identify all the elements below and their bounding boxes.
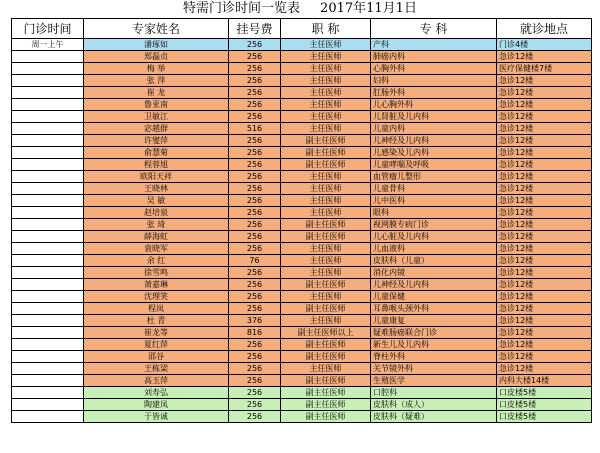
header-dept: 专 科 [371,19,497,39]
place-cell: 急诊12楼 [497,339,592,351]
title-cell: 副主任医师 [281,399,371,411]
title-cell: 主任医师 [281,99,371,111]
empty-session-cell [12,351,84,363]
empty-session-cell [12,399,84,411]
page-title [0,0,600,18]
table-row [12,51,592,63]
dept-cell: 眼科 [371,207,497,219]
place-cell: 急诊12楼 [497,255,592,267]
dept-cell: 脊柱外科 [371,351,497,363]
place-cell: 急诊12楼 [497,327,592,339]
dept-cell: 儿神经及儿内科 [371,279,497,291]
fee-cell: 256 [229,207,281,219]
fee-cell: 256 [229,339,281,351]
header-name: 专家姓名 [84,19,229,39]
header-place: 就诊地点 [497,19,592,39]
doctor-name-cell: 薛海虹 [84,231,229,243]
doctor-name-cell: 赵培泉 [84,207,229,219]
dept-cell: 儿感染及儿内科 [371,147,497,159]
dept-cell: 肛肠外科 [371,87,497,99]
table-row [12,267,592,279]
table-row [12,147,592,159]
dept-cell: 儿童哮喘及呼吸 [371,159,497,171]
place-cell: 急诊12楼 [497,51,592,63]
empty-session-cell [12,243,84,255]
doctor-name-cell: 程蓉旭 [84,159,229,171]
table-row [12,39,592,51]
doctor-name-cell: 吴 敏 [84,195,229,207]
fee-cell: 256 [229,183,281,195]
dept-cell: 儿童内科 [371,123,497,135]
title-cell: 主任医师 [281,75,371,87]
fee-cell: 256 [229,279,281,291]
empty-session-cell [12,315,84,327]
table-row [12,291,592,303]
place-cell: 急诊12楼 [497,75,592,87]
doctor-name-cell: 许燮萍 [84,135,229,147]
empty-session-cell [12,231,84,243]
doctor-name-cell: 潘琢如 [84,39,229,51]
fee-cell: 256 [229,171,281,183]
fee-cell: 76 [229,255,281,267]
doctor-name-cell: 程岚 [84,303,229,315]
table-row [12,75,592,87]
fee-cell: 256 [229,243,281,255]
table-row [12,279,592,291]
fee-cell: 256 [229,303,281,315]
empty-session-cell [12,135,84,147]
doctor-name-cell: 夏红萍 [84,339,229,351]
table-row [12,375,592,387]
table-row [12,411,592,423]
fee-cell: 256 [229,147,281,159]
fee-cell: 256 [229,267,281,279]
place-cell: 医疗保健楼7楼 [497,63,592,75]
empty-session-cell [12,303,84,315]
place-cell: 急诊12楼 [497,159,592,171]
title-cell: 副主任医师 [281,303,371,315]
place-cell: 急诊12楼 [497,111,592,123]
empty-session-cell [12,159,84,171]
empty-session-cell [12,147,84,159]
fee-cell: 256 [229,231,281,243]
place-cell: 口皮楼5楼 [497,399,592,411]
doctor-name-cell: 袁晓军 [84,243,229,255]
title-cell: 主任医师 [281,315,371,327]
empty-session-cell [12,171,84,183]
title-cell: 主任医师 [281,87,371,99]
dept-cell: 儿童保健 [371,291,497,303]
dept-cell: 皮肤科（疑难） [371,411,497,423]
doctor-name-cell: 萧嘉琳 [84,279,229,291]
table-row [12,255,592,267]
title-cell: 副主任医师 [281,279,371,291]
title-cell: 主任医师 [281,63,371,75]
doctor-name-cell: 余 红 [84,255,229,267]
fee-cell: 256 [229,351,281,363]
title-cell: 主任医师 [281,255,371,267]
doctor-name-cell: 高玉萍 [84,375,229,387]
dept-cell: 生殖医学 [371,375,497,387]
empty-session-cell [12,387,84,399]
table-row [12,99,592,111]
place-cell: 急诊12楼 [497,87,592,99]
title-cell: 主任医师 [281,111,371,123]
title-cell: 主任医师 [281,171,371,183]
empty-session-cell [12,327,84,339]
dept-cell: 口腔科 [371,387,497,399]
dept-cell: 儿童骨科 [371,183,497,195]
place-cell: 急诊12楼 [497,195,592,207]
empty-session-cell [12,111,84,123]
place-cell: 急诊12楼 [497,243,592,255]
title-cell: 主任医师 [281,207,371,219]
dept-cell: 儿神经及儿内科 [371,135,497,147]
title-cell: 主任医师 [281,267,371,279]
fee-cell: 256 [229,135,281,147]
table-row [12,387,592,399]
place-cell: 急诊12楼 [497,351,592,363]
fee-cell: 376 [229,315,281,327]
doctor-name-cell: 崔龙等 [84,327,229,339]
table-row [12,135,592,147]
empty-session-cell [12,63,84,75]
title-cell: 副主任医师 [281,147,371,159]
table-row [12,363,592,375]
dept-cell: 血管瘤儿整形 [371,171,497,183]
fee-cell: 256 [229,75,281,87]
place-cell: 急诊12楼 [497,99,592,111]
doctor-name-cell: 邵谷 [84,351,229,363]
fee-cell: 256 [229,291,281,303]
header-fee: 挂号费 [229,19,281,39]
doctor-name-cell: 张 萍 [84,75,229,87]
title-cell: 主任医师 [281,243,371,255]
title-cell: 副主任医师 [281,135,371,147]
empty-session-cell [12,87,84,99]
table-row [12,399,592,411]
table-row [12,111,592,123]
fee-cell: 256 [229,411,281,423]
doctor-name-cell: 崔 龙 [84,87,229,99]
title-cell: 副主任医师 [281,339,371,351]
doctor-name-cell: 宓越群 [84,123,229,135]
table-row [12,243,592,255]
dept-cell: 儿心胸外科 [371,99,497,111]
fee-cell: 256 [229,195,281,207]
place-cell: 急诊12楼 [497,363,592,375]
fee-cell: 256 [229,87,281,99]
table-row [12,171,592,183]
place-cell: 内科大楼14楼 [497,375,592,387]
schedule-table [11,18,592,423]
place-cell: 急诊12楼 [497,183,592,195]
place-cell: 急诊12楼 [497,219,592,231]
doctor-name-cell: 杜 青 [84,315,229,327]
table-row [12,327,592,339]
title-cell: 主任医师 [281,51,371,63]
place-cell: 急诊12楼 [497,267,592,279]
table-row [12,159,592,171]
fee-cell: 256 [229,399,281,411]
dept-cell: 皮肤科（成人） [371,399,497,411]
empty-session-cell [12,195,84,207]
title-cell: 主任医师 [281,123,371,135]
empty-session-cell [12,207,84,219]
empty-session-cell [12,411,84,423]
fee-cell: 256 [229,99,281,111]
place-cell: 急诊12楼 [497,171,592,183]
dept-cell: 儿心脏及儿内科 [371,231,497,243]
title-cell: 主任医师 [281,183,371,195]
empty-session-cell [12,51,84,63]
doctor-name-cell: 王晓林 [84,183,229,195]
place-cell: 急诊12楼 [497,279,592,291]
doctor-name-cell: 刘寿弘 [84,387,229,399]
table-row [12,219,592,231]
title-cell: 副主任医师 [281,351,371,363]
doctor-name-cell: 徐雪鸣 [84,267,229,279]
empty-session-cell [12,279,84,291]
empty-session-cell [12,75,84,87]
empty-session-cell [12,219,84,231]
dept-cell: 新生儿及儿内科 [371,339,497,351]
place-cell: 口皮楼5楼 [497,411,592,423]
place-cell: 急诊12楼 [497,147,592,159]
doctor-name-cell: 梅 举 [84,63,229,75]
dept-cell: 皮肤科（儿童） [371,255,497,267]
doctor-name-cell: 沈理笑 [84,291,229,303]
header-row [12,19,592,39]
dept-cell: 肺癌内科 [371,51,497,63]
title-cell: 主任医师 [281,39,371,51]
dept-cell: 心胸外科 [371,63,497,75]
table-row [12,207,592,219]
fee-cell: 816 [229,327,281,339]
title-cell: 副主任医师 [281,231,371,243]
table-row [12,87,592,99]
doctor-name-cell: 鲁亚南 [84,99,229,111]
table-row [12,123,592,135]
fee-cell: 256 [229,375,281,387]
title-cell: 副主任医师 [281,159,371,171]
header-title: 职 称 [281,19,371,39]
fee-cell: 256 [229,111,281,123]
table-row [12,195,592,207]
fee-cell: 256 [229,387,281,399]
place-cell: 急诊12楼 [497,231,592,243]
empty-session-cell [12,183,84,195]
empty-session-cell [12,123,84,135]
doctor-name-cell: 陶建凤 [84,399,229,411]
title-cell: 主任医师 [281,291,371,303]
title-cell: 副主任医师以上 [281,327,371,339]
doctor-name-cell: 于皆诚 [84,411,229,423]
title-cell: 副主任医师 [281,387,371,399]
table-row [12,231,592,243]
table-row [12,351,592,363]
empty-session-cell [12,375,84,387]
place-cell: 急诊12楼 [497,123,592,135]
session-cell: 周一上午 [12,39,84,51]
empty-session-cell [12,267,84,279]
empty-session-cell [12,291,84,303]
place-cell: 急诊12楼 [497,303,592,315]
dept-cell: 儿肾脏及儿内科 [371,111,497,123]
dept-cell: 疑难肠癌联合门诊 [371,327,497,339]
table-row [12,315,592,327]
fee-cell: 256 [229,219,281,231]
table-row [12,339,592,351]
doctor-name-cell: 王栋梁 [84,363,229,375]
place-cell: 急诊12楼 [497,135,592,147]
doctor-name-cell: 欧阳天祥 [84,171,229,183]
dept-cell: 儿中医科 [371,195,497,207]
place-cell: 门诊4楼 [497,39,592,51]
header-time: 门诊时间 [12,19,84,39]
place-cell: 急诊12楼 [497,315,592,327]
dept-cell: 关节镜外科 [371,363,497,375]
fee-cell: 256 [229,159,281,171]
place-cell: 急诊12楼 [497,207,592,219]
title-cell: 副主任医师 [281,411,371,423]
empty-session-cell [12,363,84,375]
empty-session-cell [12,255,84,267]
title-text: 特需门诊时间一览表 [183,1,301,16]
place-cell: 急诊12楼 [497,291,592,303]
doctor-name-cell: 俞慧菊 [84,147,229,159]
title-cell: 主任医师 [281,363,371,375]
title-cell: 副主任医师 [281,375,371,387]
fee-cell: 256 [229,63,281,75]
dept-cell: 儿童康复 [371,315,497,327]
empty-session-cell [12,99,84,111]
dept-cell: 产科 [371,39,497,51]
fee-cell: 516 [229,123,281,135]
doctor-name-cell: 卫敏江 [84,111,229,123]
fee-cell: 256 [229,363,281,375]
doctor-name-cell: 张 琦 [84,219,229,231]
title-cell: 主任医师 [281,195,371,207]
doctor-name-cell: 郑磊贞 [84,51,229,63]
dept-cell: 妇科 [371,75,497,87]
dept-cell: 消化内镜 [371,267,497,279]
table-row [12,303,592,315]
empty-session-cell [12,339,84,351]
table-row [12,63,592,75]
title-date: 2017年11月1日 [320,1,417,16]
place-cell: 口皮楼5楼 [497,387,592,399]
dept-cell: 儿血液科 [371,243,497,255]
dept-cell: 视网膜专病门诊 [371,219,497,231]
dept-cell: 耳鼻喉头颈外科 [371,303,497,315]
title-cell: 副主任医师 [281,219,371,231]
table-row [12,183,592,195]
fee-cell: 256 [229,51,281,63]
fee-cell: 256 [229,39,281,51]
